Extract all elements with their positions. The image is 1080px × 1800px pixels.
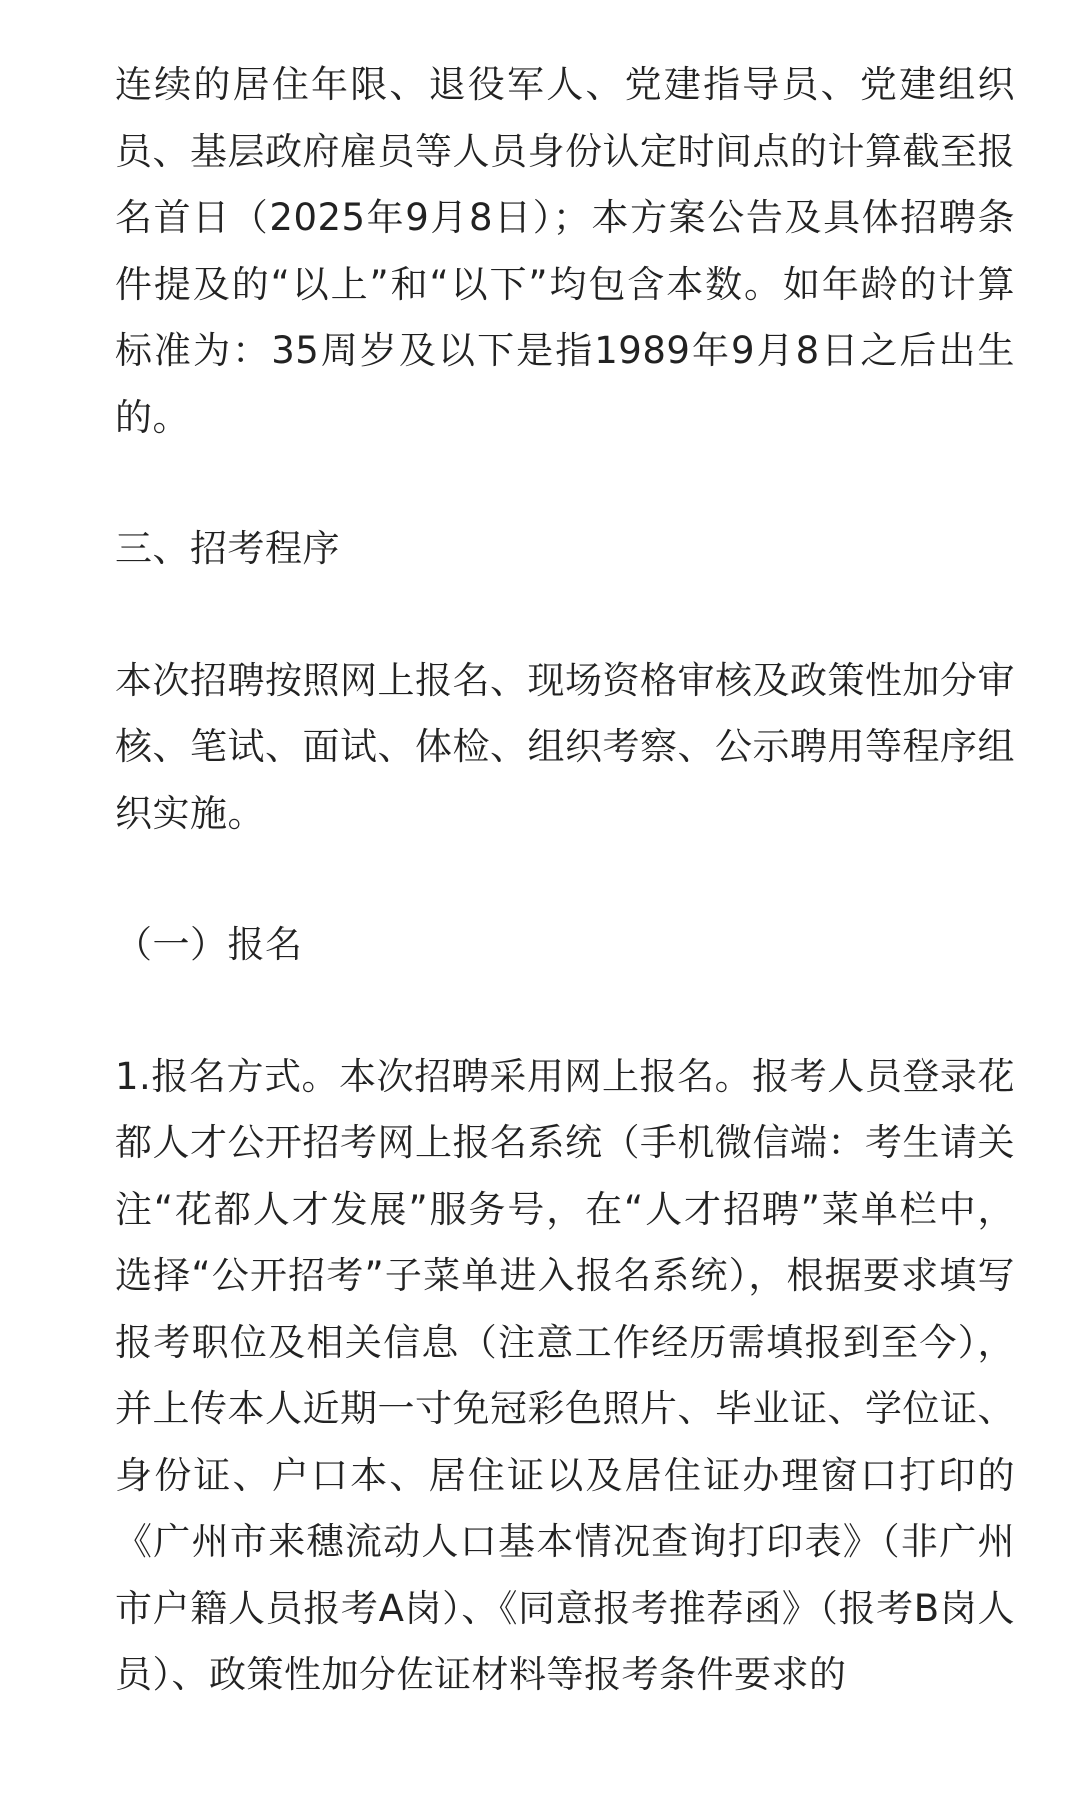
article-body <box>115 52 1015 1709</box>
paragraph-procedure-overview: 本次招聘按照网上报名、现场资格审核及政策性加分审核、笔试、面试、体检、组织考察、公示聘用等程序组织实施。 <box>115 658 1015 835</box>
paragraph-registration-method: 1.报名方式。本次招聘采用网上报名。报考人员登录花都人才公开招考网上报名系统（手机微信端：考生请关注“花都人才发展”服务号，在“人才招聘”菜单栏中，选择“公开招考”子菜单进入报名系统），根据要求填写报考职位及相关信息（注意工作经历需填报到至今），并上传本人近期一寸免冠彩色照片、毕业证、学位证、身份证、户口本、居住证以及居住证办理窗口打印的《广州市来穗流动人口基本情况查询打印表》（非广州市户籍人员报考A岗）、《同意报考推荐函》（报考B岗人员）、政策性加分佐证材料等报考条件要求的 <box>115 1054 1015 1696</box>
paragraph-eligibility-dates: 连续的居住年限、退役军人、党建指导员、党建组织员、基层政府雇员等人员身份认定时间点的计算截至报名首日（2025年9月8日）；本方案公告及具体招聘条件提及的“以上”和“以下”均包含本数。如年龄的计算标准为：35周岁及以下是指1989年9月8日之后出生的。 <box>115 63 1015 439</box>
section-heading-procedure: 三、招考程序 <box>115 527 340 570</box>
subsection-heading-registration: （一）报名 <box>115 923 303 966</box>
